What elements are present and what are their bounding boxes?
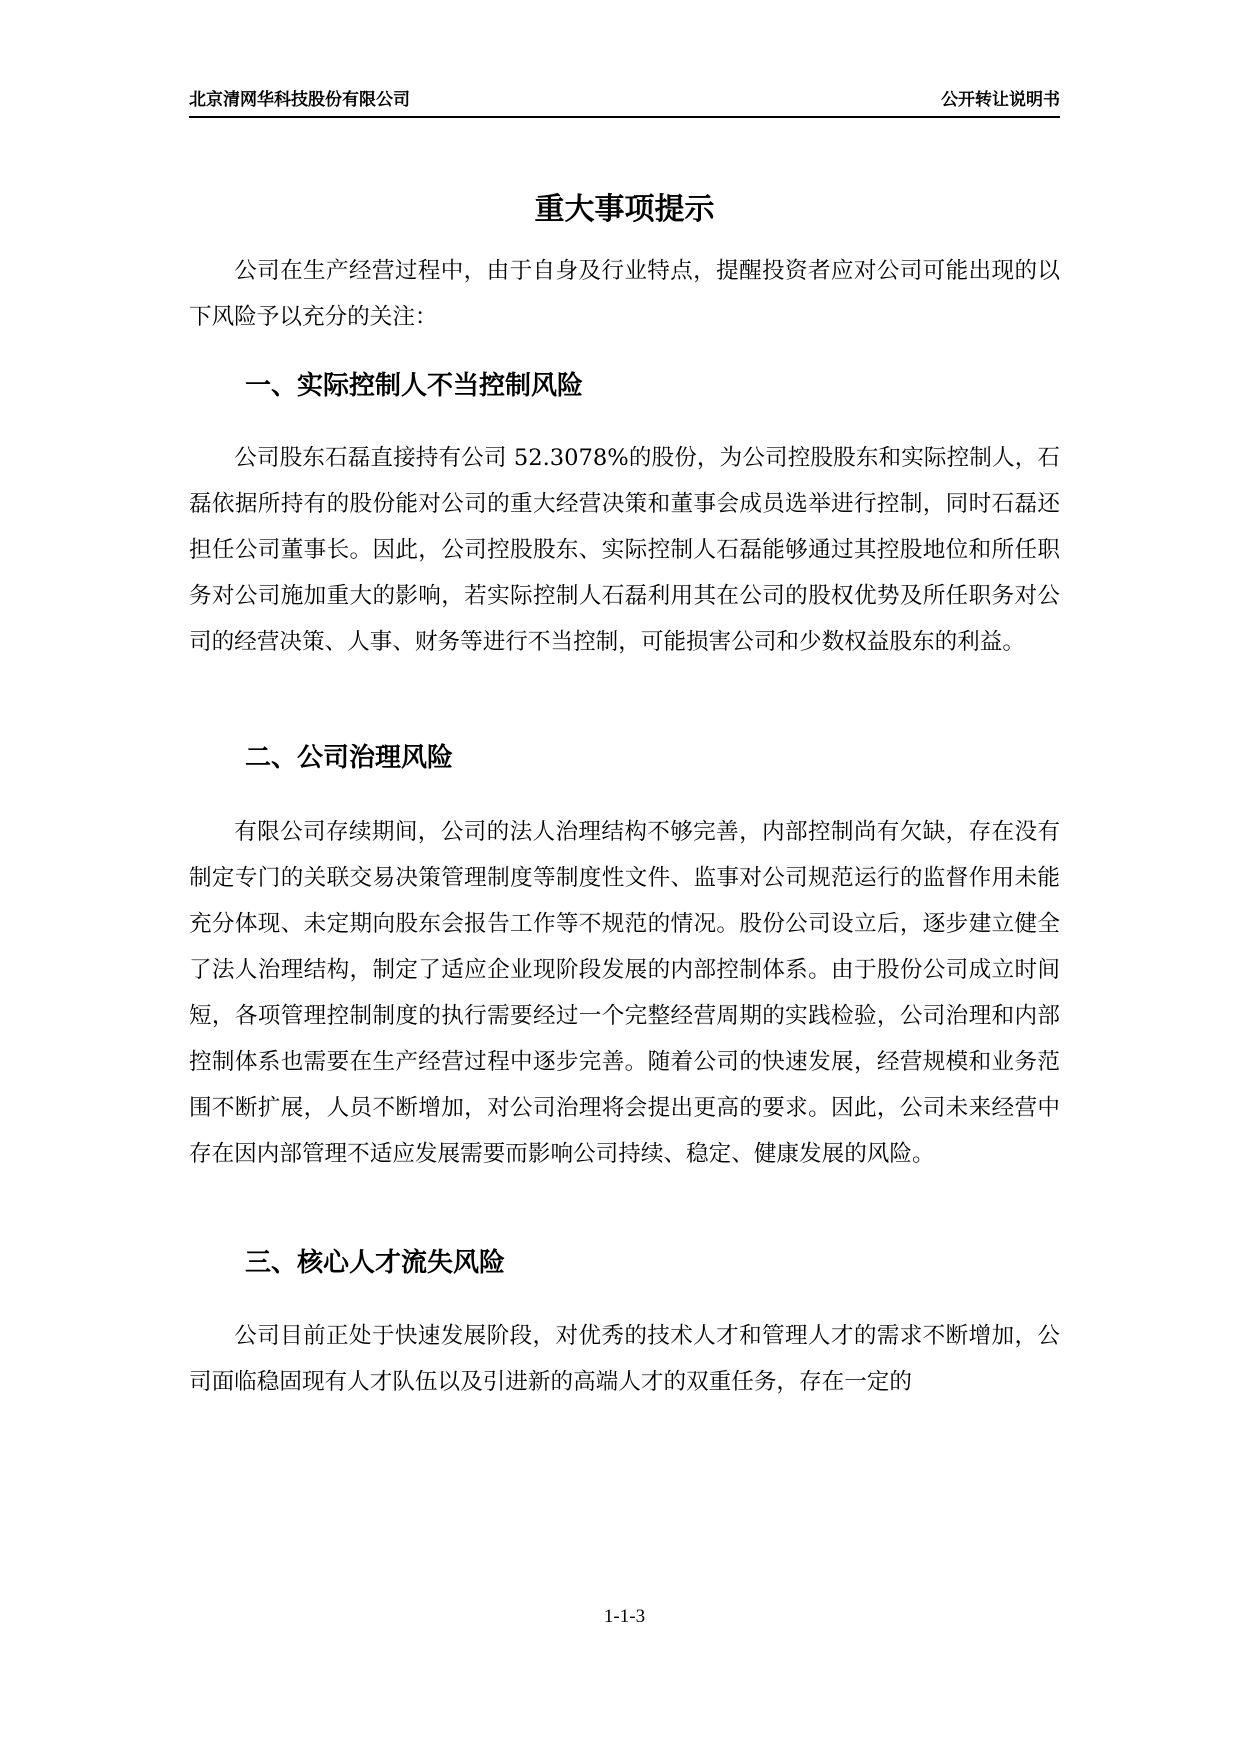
header-company-name: 北京清网华科技股份有限公司 — [189, 90, 410, 110]
page-number: 1-1-3 — [603, 1606, 646, 1627]
document-title: 重大事项提示 — [534, 192, 715, 227]
section-heading-control-risk: 一、实际控制人不当控制风险 — [245, 371, 584, 401]
section-heading-governance-risk: 二、公司治理风险 — [245, 743, 454, 773]
page-header — [189, 88, 1060, 118]
section-body-control-risk: 公司股东石磊直接持有公司 52.3078%的股份，为公司控股股东和实际控制人，石磊依据所持有的股份能对公司的重大经营决策和董事会成员选举进行控制，同时石磊还担任公司董事长。因此，公司控股股东、实际控制人石磊能够通过其控股地位和所任职务对公司施加重大的影响，若实际控制人石磊利用其在公司的股权优势及所任职务对公司的经营决策、人事、财务等进行不当控制，可能损害公司和少数权益股东的利益。 — [189, 445, 1060, 655]
section-body-governance-risk: 有限公司存续期间，公司的法人治理结构不够完善，内部控制尚有欠缺，存在没有制定专门的关联交易决策管理制度等制度性文件、监事对公司规范运行的监督作用未能充分体现、未定期向股东会报告工作等不规范的情况。股份公司设立后，逐步建立健全了法人治理结构，制定了适应企业现阶段发展的内部控制体系。由于股份公司成立时间短，各项管理控制制度的执行需要经过一个完整经营周期的实践检验，公司治理和内部控制体系也需要在生产经营过程中逐步完善。随着公司的快速发展，经营规模和业务范围不断扩展，人员不断增加，对公司治理将会提出更高的要求。因此，公司未来经营中存在因内部管理不适应发展需要而影响公司持续、稳定、健康发展的风险。 — [189, 819, 1060, 1167]
intro-paragraph: 公司在生产经营过程中，由于自身及行业特点，提醒投资者应对公司可能出现的以下风险予以充分的关注： — [189, 258, 1060, 330]
header-document-type: 公开转让说明书 — [941, 90, 1060, 110]
section-body-talent-risk: 公司目前正处于快速发展阶段，对优秀的技术人才和管理人才的需求不断增加，公司面临稳固现有人才队伍以及引进新的高端人才的双重任务，存在一定的 — [189, 1323, 1060, 1395]
section-heading-talent-risk: 三、核心人才流失风险 — [245, 1248, 506, 1278]
